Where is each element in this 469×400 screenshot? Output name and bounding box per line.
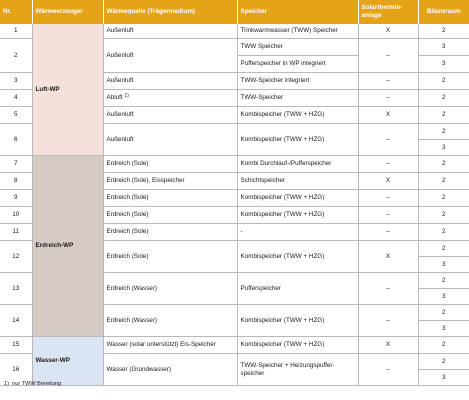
header-speicher: Speicher [237,0,358,24]
row-bilanz: 2 [418,273,469,289]
header-row [0,0,469,24]
row-solar: – [358,124,418,156]
row-bilanz: 2 [418,190,469,207]
table-row [0,24,469,39]
row-solar: X [358,337,418,354]
row-quelle [103,90,237,107]
row-nr: 10 [0,207,32,224]
row-bilanz: 3 [418,39,469,56]
row-bilanz: 2 [418,90,469,107]
row-bilanz: 2 [418,241,469,257]
row-speicher: Kombispeicher (TWW + HZG) [237,107,358,124]
row-solar: – [358,190,418,207]
row-quelle: Erdreich (Wasser) [103,305,237,337]
row-nr: 5 [0,107,32,124]
row-nr: 11 [0,224,32,241]
row-nr: 16 [0,354,32,386]
row-nr: 9 [0,190,32,207]
row-speicher: Pufferspeicher [237,273,358,305]
row-speicher: Trinkwarmwasser (TWW) Speicher [237,24,358,39]
row-nr: 8 [0,173,32,190]
row-quelle: Außenluft [103,24,237,39]
row-solar: X [358,173,418,190]
footnote-mark: 1) [4,381,9,387]
row-bilanz: 3 [418,289,469,305]
row-bilanz: 3 [418,56,469,73]
row-bilanz: 2 [418,207,469,224]
row-bilanz: 2 [418,173,469,190]
row-bilanz: 2 [418,337,469,354]
row-solar: X [358,107,418,124]
footnote-ref: 1) [124,93,129,100]
row-speicher: TWW-Speicher integriert [237,73,358,90]
row-bilanz: 3 [418,257,469,273]
row-quelle: Erdreich (Sole) [103,224,237,241]
row-quelle: Erdreich (Sole) [103,241,237,273]
row-speicher: Kombispeicher (TWW + HZG) [237,305,358,337]
row-bilanz: 2 [418,224,469,241]
row-nr: 2 [0,39,32,73]
row-nr: 13 [0,273,32,305]
row-solar: – [358,90,418,107]
row-bilanz: 2 [418,305,469,321]
row-solar: – [358,73,418,90]
row-quelle: Erdreich (Sole) [103,156,237,173]
row-nr: 15 [0,337,32,354]
generator-erdreich-wp: Erdreich-WP [32,156,103,337]
row-solar: – [358,39,418,73]
row-nr: 1 [0,24,32,39]
row-solar: X [358,24,418,39]
generator-luft-wp: Luft-WP [32,24,103,156]
row-bilanz: 2 [418,107,469,124]
row-bilanz: 2 [418,73,469,90]
header-waermequelle: Wärmequelle (Trägermedium) [103,0,237,24]
header-nr: Nr. [0,0,32,24]
row-solar: – [358,224,418,241]
speicher-line-1: TWW-Speicher + Heizungspuffer- [240,361,335,369]
row-quelle: Wasser (Grundwasser) [103,354,237,386]
row-nr: 12 [0,241,32,273]
row-solar: X [358,241,418,273]
row-speicher: Schichtspeicher [237,173,358,190]
row-quelle: Außenluft [103,73,237,90]
footnote-text: nur TWW Bereitung [12,381,62,387]
footnote [4,381,61,387]
row-speicher: TWW-Speicher [237,90,358,107]
row-bilanz: 2 [418,354,469,370]
table-row [0,337,469,354]
speicher-line-2: speicher [240,369,265,377]
generator-wasser-wp: Wasser-WP [32,337,103,386]
row-quelle: Erdreich (Sole), Eisspeicher [103,173,237,190]
row-quelle: Wasser (solar unterstützt) Eis-Speicher [103,337,237,354]
row-speicher: TWW Speicher [237,39,358,56]
row-speicher: Kombispeicher (TWW + HZG) [237,190,358,207]
row-bilanz: 2 [418,156,469,173]
row-bilanz: 2 [418,124,469,140]
row-bilanz: 3 [418,321,469,337]
row-speicher: Pufferspeicher in WP integriert [237,56,358,73]
header-bilanzraum: Bilanzraum [418,0,469,24]
row-nr: 6 [0,124,32,156]
row-speicher: Kombispeicher (TWW + HZG) [237,207,358,224]
row-solar: – [358,305,418,337]
header-waermeerzeuger: Wärmeerzeuger [32,0,103,24]
row-nr: 14 [0,305,32,337]
row-solar: – [358,354,418,386]
row-speicher: Kombispeicher (TWW + HZG) [237,337,358,354]
row-solar: – [358,156,418,173]
row-quelle: Außenluft [103,107,237,124]
row-quelle: Erdreich (Sole) [103,190,237,207]
row-quelle: Außenluft [103,124,237,156]
row-bilanz: 3 [418,370,469,386]
row-solar: – [358,207,418,224]
row-bilanz: 2 [418,24,469,39]
row-nr: 3 [0,73,32,90]
row-quelle: Erdreich (Sole) [103,207,237,224]
row-solar: – [358,273,418,305]
row-speicher: Kombi Durchlauf-/Pufferspeicher [237,156,358,173]
header-solarthermie: Solarthermie-anlage [358,0,418,24]
row-speicher: Kombispeicher (TWW + HZG) [237,124,358,156]
row-speicher [237,354,358,386]
row-quelle: Erdreich (Wasser) [103,273,237,305]
row-speicher: - [237,224,358,241]
quelle-text: Abluft [106,94,123,102]
row-bilanz: 3 [418,140,469,156]
table-row [0,156,469,173]
row-quelle: Außenluft [103,39,237,73]
row-nr: 4 [0,90,32,107]
row-speicher: Kombispeicher (TWW + HZG) [237,241,358,273]
row-nr: 7 [0,156,32,173]
